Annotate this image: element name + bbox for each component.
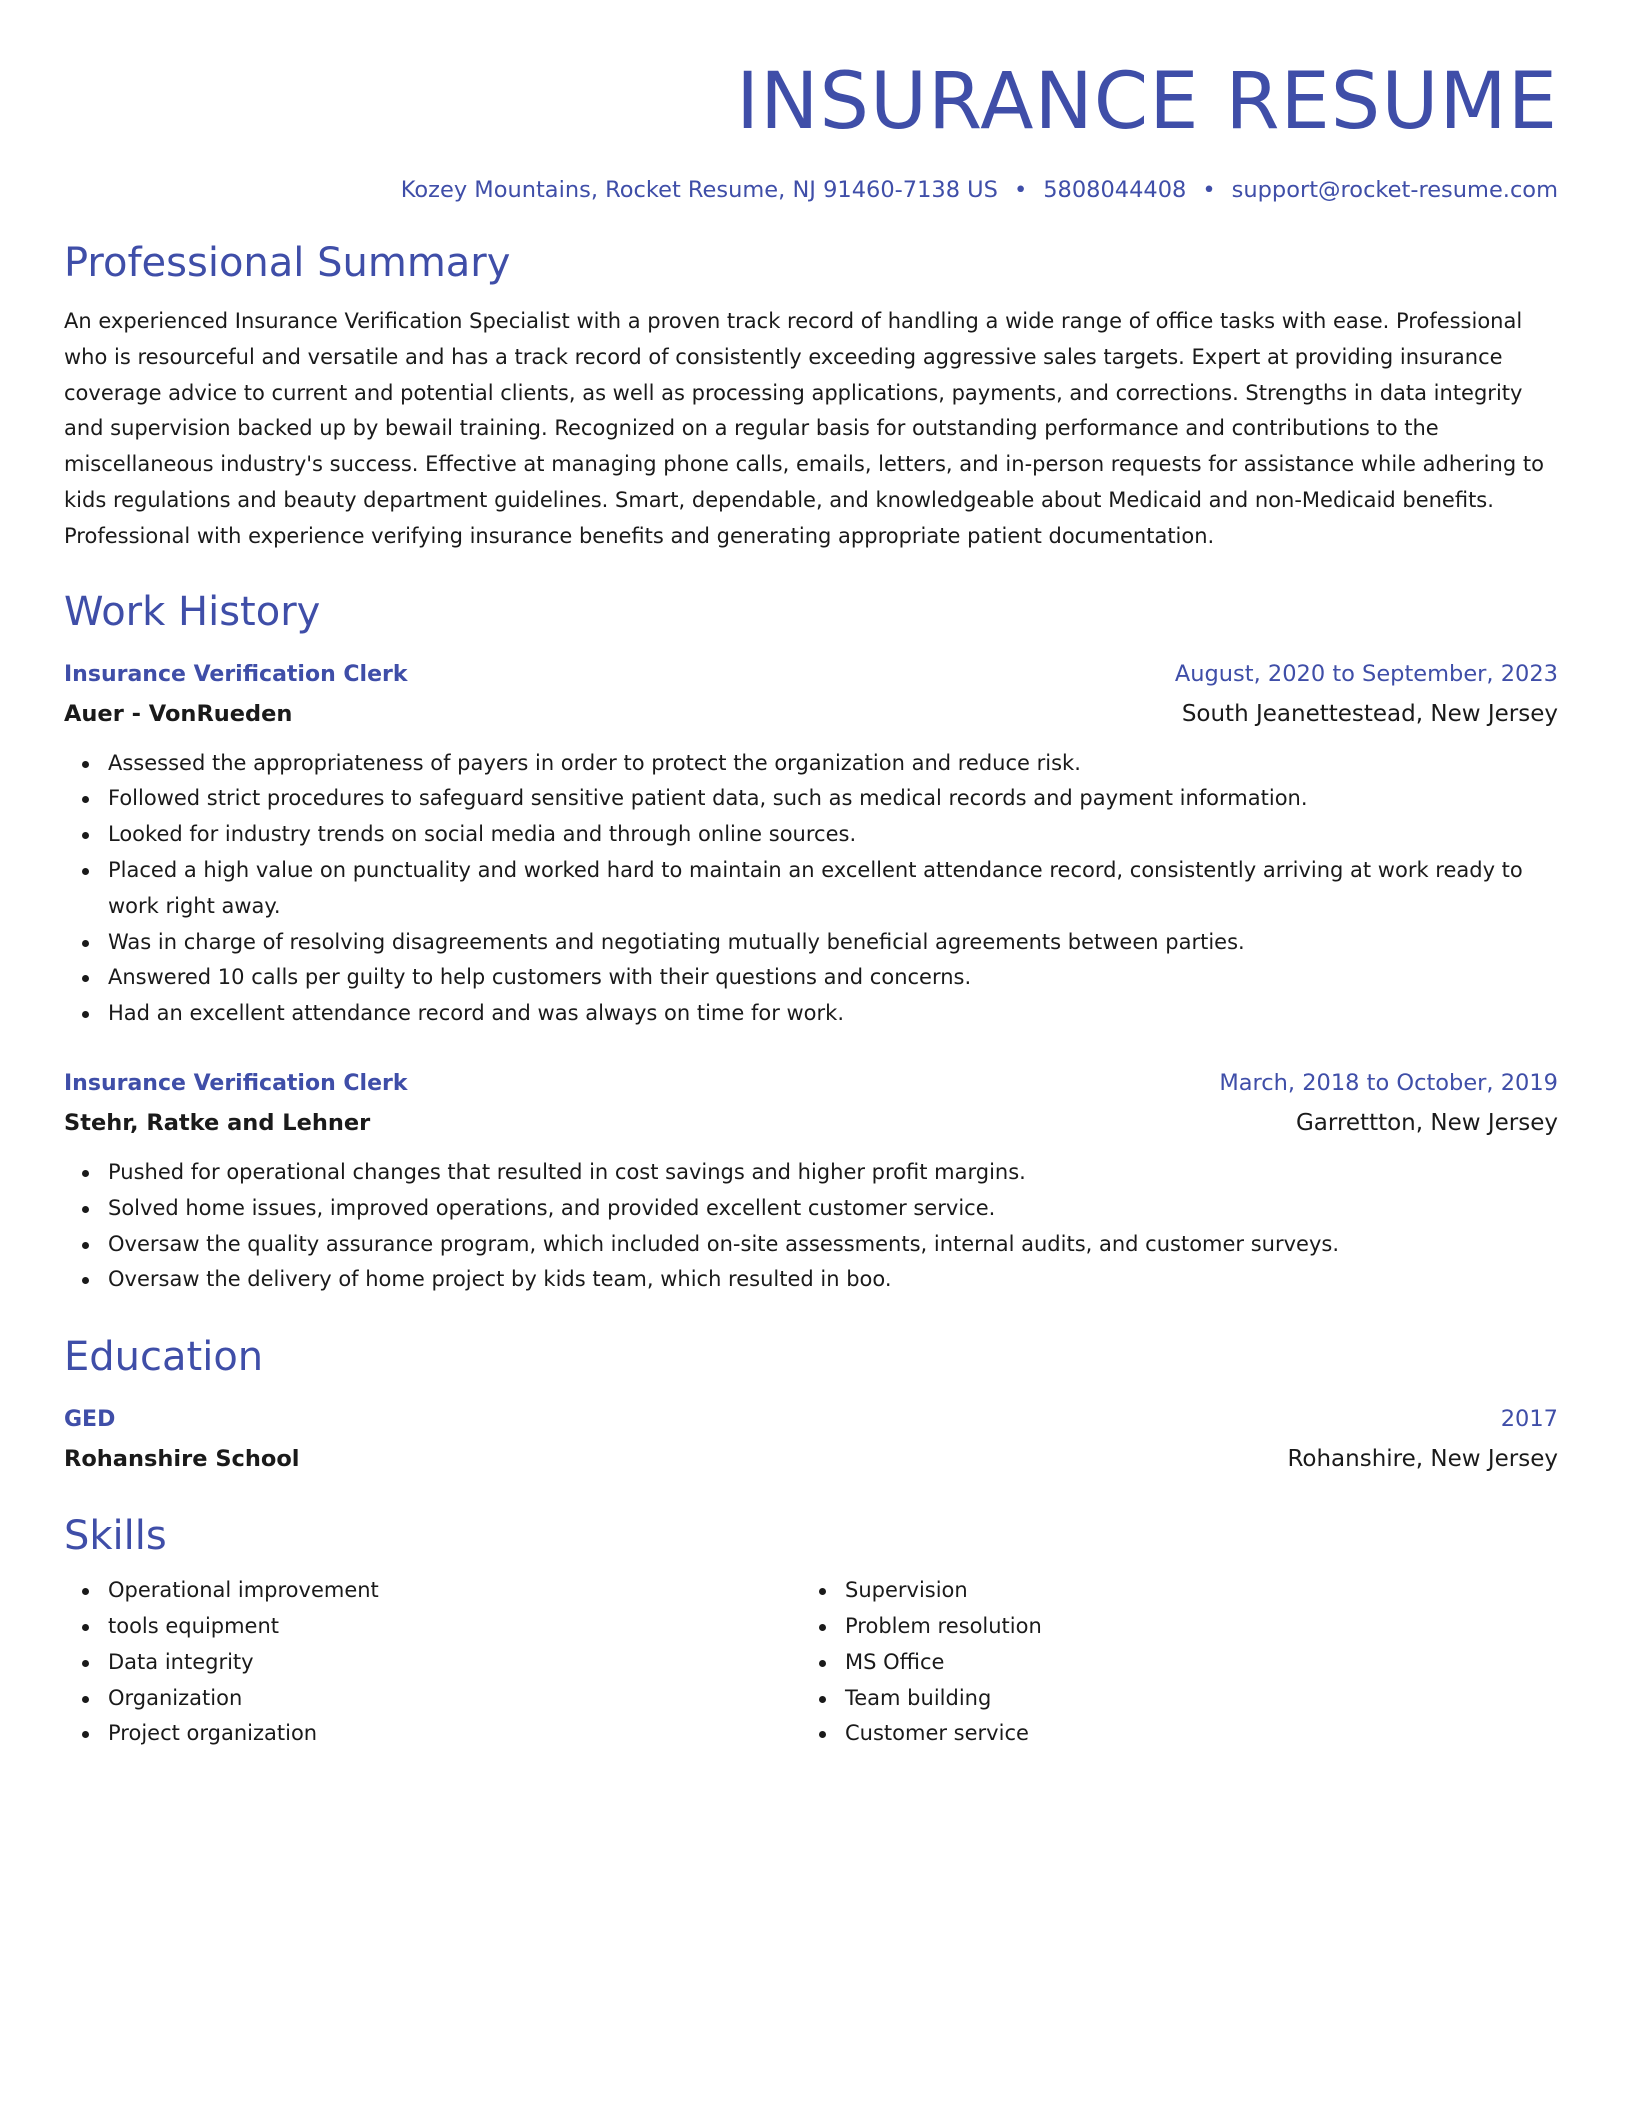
job-header-row xyxy=(64,655,1558,694)
summary-text: An experienced Insurance Verification Specialist with a proven track record of handling a wide range of office tasks with ease. Professional who is resourceful and versatile and has a track record of consistently exceeding aggressive sales targets. Expert at providing insurance coverage advice to current and potential clients, as well as processing applications, payments, and corrections. Strengths in data integrity and supervision backed up by bewail training. Recognized on a regular basis for outstanding performance and contributions to the miscellaneous industry's success. Effective at managing phone calls, emails, letters, and in-person requests for assistance while adhering to kids regulations and beauty department guidelines. Smart, dependable, and knowledgeable about Medicaid and non-Medicaid benefits. Professional with experience verifying insurance benefits and generating appropriate patient documentation. xyxy=(64,309,1544,548)
contact-phone: 5808044408 xyxy=(1043,177,1187,203)
skill-item: tools equipment xyxy=(108,1609,801,1645)
skill-item: Operational improvement xyxy=(108,1573,801,1609)
job-bullet: Oversaw the delivery of home project by kids team, which resulted in boo. xyxy=(108,1262,1558,1298)
contact-email[interactable]: support@rocket-resume.com xyxy=(1231,177,1558,203)
skills-grid xyxy=(64,1573,1558,1752)
resume-page xyxy=(64,52,1558,1752)
job-dates: March, 2018 to October, 2019 xyxy=(1219,1069,1558,1096)
job-bullet: Oversaw the quality assurance program, which included on-site assessments, internal audits, and customer surveys. xyxy=(108,1227,1558,1263)
contact-separator: • xyxy=(1202,177,1216,203)
job-bullet: Placed a high value on punctuality and worked hard to maintain an excellent attendance record, consistently arriving at work ready to work right away. xyxy=(108,853,1558,925)
skill-item: Project organization xyxy=(108,1716,801,1752)
skill-item: Problem resolution xyxy=(845,1609,1538,1645)
job-bullet: Looked for industry trends on social media and through online sources. xyxy=(108,817,1558,853)
job-bullet: Solved home issues, improved operations, and provided excellent customer service. xyxy=(108,1191,1558,1227)
skills-list xyxy=(64,1573,801,1752)
job-role: Insurance Verification Clerk xyxy=(64,1070,408,1096)
job-location: Garrettton, New Jersey xyxy=(1295,1109,1558,1136)
education-header-row xyxy=(64,1400,1558,1439)
skills-column-right xyxy=(801,1573,1538,1752)
job-location: South Jeanettestead, New Jersey xyxy=(1181,700,1558,727)
job-bullet: Was in charge of resolving disagreements and negotiating mutually beneficial agreements between parties. xyxy=(108,925,1558,961)
job-company-row xyxy=(64,694,1558,734)
job-bullet: Assessed the appropriateness of payers in order to protect the organization and reduce risk. xyxy=(108,746,1558,782)
job-bullets xyxy=(64,746,1558,1032)
summary-heading: Professional Summary xyxy=(64,240,511,286)
job-header-row xyxy=(64,1064,1558,1103)
job-entry xyxy=(64,1064,1558,1298)
skill-item: Organization xyxy=(108,1681,801,1717)
resume-title: INSURANCE RESUME xyxy=(736,57,1558,147)
job-role: Insurance Verification Clerk xyxy=(64,661,408,687)
work-history-heading: Work History xyxy=(64,588,321,635)
contact-separator: • xyxy=(1013,177,1028,203)
education-school: Rohanshire School xyxy=(64,1446,300,1473)
education-degree: GED xyxy=(64,1407,116,1433)
education-location: Rohanshire, New Jersey xyxy=(1287,1446,1558,1473)
job-bullet: Answered 10 calls per guilty to help customers with their questions and concerns. xyxy=(108,960,1558,996)
skill-item: Supervision xyxy=(845,1573,1538,1609)
job-entry xyxy=(64,655,1558,1032)
skills-column-left xyxy=(64,1573,801,1752)
job-bullet: Followed strict procedures to safeguard sensitive patient data, such as medical records and payment information. xyxy=(108,781,1558,817)
skills-list xyxy=(801,1573,1538,1752)
job-company-row xyxy=(64,1103,1558,1143)
job-dates: August, 2020 to September, 2023 xyxy=(1174,660,1558,687)
skill-item: Data integrity xyxy=(108,1645,801,1681)
education-school-row xyxy=(64,1439,1558,1479)
skill-item: Customer service xyxy=(845,1716,1538,1752)
education-heading: Education xyxy=(64,1334,264,1381)
job-company: Auer - VonRueden xyxy=(64,700,293,727)
education-year: 2017 xyxy=(1500,1406,1558,1433)
job-bullets xyxy=(64,1155,1558,1298)
skill-item: MS Office xyxy=(845,1645,1538,1681)
education-entry xyxy=(64,1400,1558,1479)
contact-address: Kozey Mountains, Rocket Resume, NJ 91460-7138 US xyxy=(400,177,998,203)
skills-heading: Skills xyxy=(64,1513,167,1560)
contact-line xyxy=(64,174,1558,206)
job-company: Stehr, Ratke and Lehner xyxy=(64,1109,371,1136)
job-bullet: Had an excellent attendance record and was always on time for work. xyxy=(108,996,1558,1032)
skill-item: Team building xyxy=(845,1681,1538,1717)
job-bullet: Pushed for operational changes that resulted in cost savings and higher profit margins. xyxy=(108,1155,1558,1191)
